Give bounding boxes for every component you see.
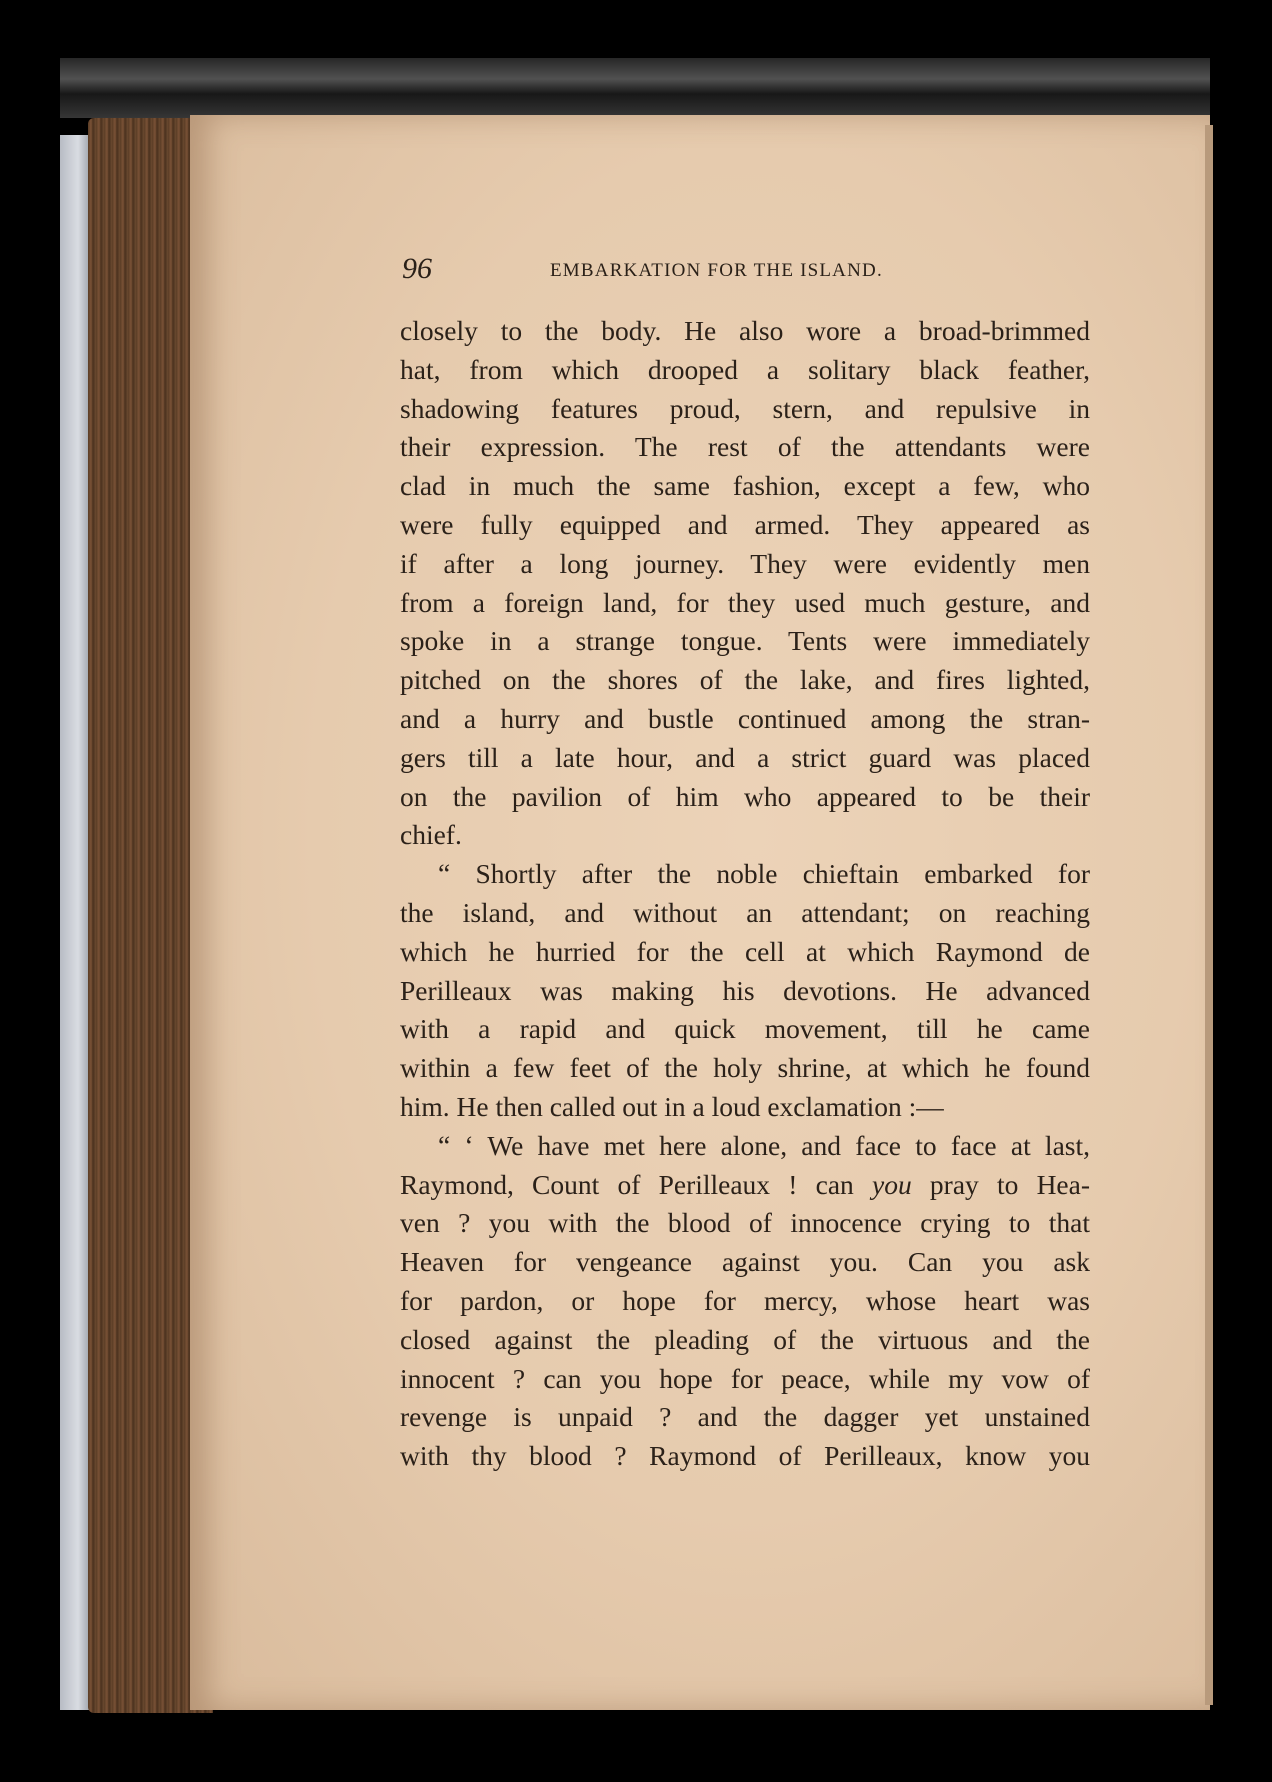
plastic-cover-edge xyxy=(60,58,1210,118)
text-line: on the pavilion of him who appeared to be their xyxy=(400,780,1090,812)
text-line: chief. xyxy=(400,819,462,851)
text-line: hat, from which drooped a solitary black feather, xyxy=(400,353,1090,385)
text-line: from a foreign land, for they used much gesture, and xyxy=(400,586,1090,618)
page-number: 96 xyxy=(402,252,432,285)
text-line: gers till a late hour, and a strict guard was placed xyxy=(400,741,1090,773)
text-line: innocent ? can you hope for peace, while my vow of xyxy=(400,1362,1090,1394)
text-line: clad in much the same fashion, except a few, who xyxy=(400,470,1090,502)
text-line: him. He then called out in a loud exclamation :— xyxy=(400,1090,944,1122)
text-line: with thy blood ? Raymond of Perilleaux, know you xyxy=(400,1440,1090,1472)
text-line: closely to the body. He also wore a broad-brimmed xyxy=(400,315,1090,346)
text-line: and a hurry and bustle continued among the stran- xyxy=(400,702,1090,734)
text-line: the island, and without an attendant; on reaching xyxy=(400,896,1090,928)
text-line: Perilleaux was making his devotions. He advanced xyxy=(400,974,1090,1006)
text-segment: pray to Hea- xyxy=(911,1168,1090,1200)
page-right-edge xyxy=(1205,125,1213,1705)
text-line: with a rapid and quick movement, till he came xyxy=(400,1013,1090,1045)
italic-emphasis: you xyxy=(871,1168,912,1200)
text-line: were fully equipped and armed. They appeared as xyxy=(400,508,1090,540)
scanner-backing-strip xyxy=(60,135,90,1710)
text-line: spoke in a strange tongue. Tents were immediately xyxy=(400,625,1090,657)
text-line: pitched on the shores of the lake, and fires lighted, xyxy=(400,664,1090,696)
body-text xyxy=(400,312,1090,1476)
text-line: for pardon, or hope for mercy, whose heart was xyxy=(400,1284,1090,1316)
text-segment: Raymond, Count of Perilleaux ! can xyxy=(400,1168,872,1200)
text-line: within a few feet of the holy shrine, at which he found xyxy=(400,1052,1090,1084)
text-line: which he hurried for the cell at which Raymond de xyxy=(400,935,1090,967)
text-line: “ Shortly after the noble chieftain embarked for xyxy=(438,858,1090,890)
page-header xyxy=(402,252,1090,292)
text-line: if after a long journey. They were evidently men xyxy=(400,547,1090,579)
text-line: closed against the pleading of the virtuous and the xyxy=(400,1323,1090,1355)
running-title: EMBARKATION FOR THE ISLAND. xyxy=(550,260,883,281)
text-line: their expression. The rest of the attendants were xyxy=(400,431,1090,463)
text-line-with-italic xyxy=(400,1166,1090,1205)
text-line: “ ‘ We have met here alone, and face to face at last, xyxy=(438,1129,1090,1161)
text-line: shadowing features proud, stern, and repulsive in xyxy=(400,392,1090,424)
text-line: revenge is unpaid ? and the dagger yet unstained xyxy=(400,1401,1090,1433)
text-line: ven ? you with the blood of innocence crying to that xyxy=(400,1207,1090,1239)
text-line: Heaven for vengeance against you. Can you ask xyxy=(400,1246,1090,1278)
